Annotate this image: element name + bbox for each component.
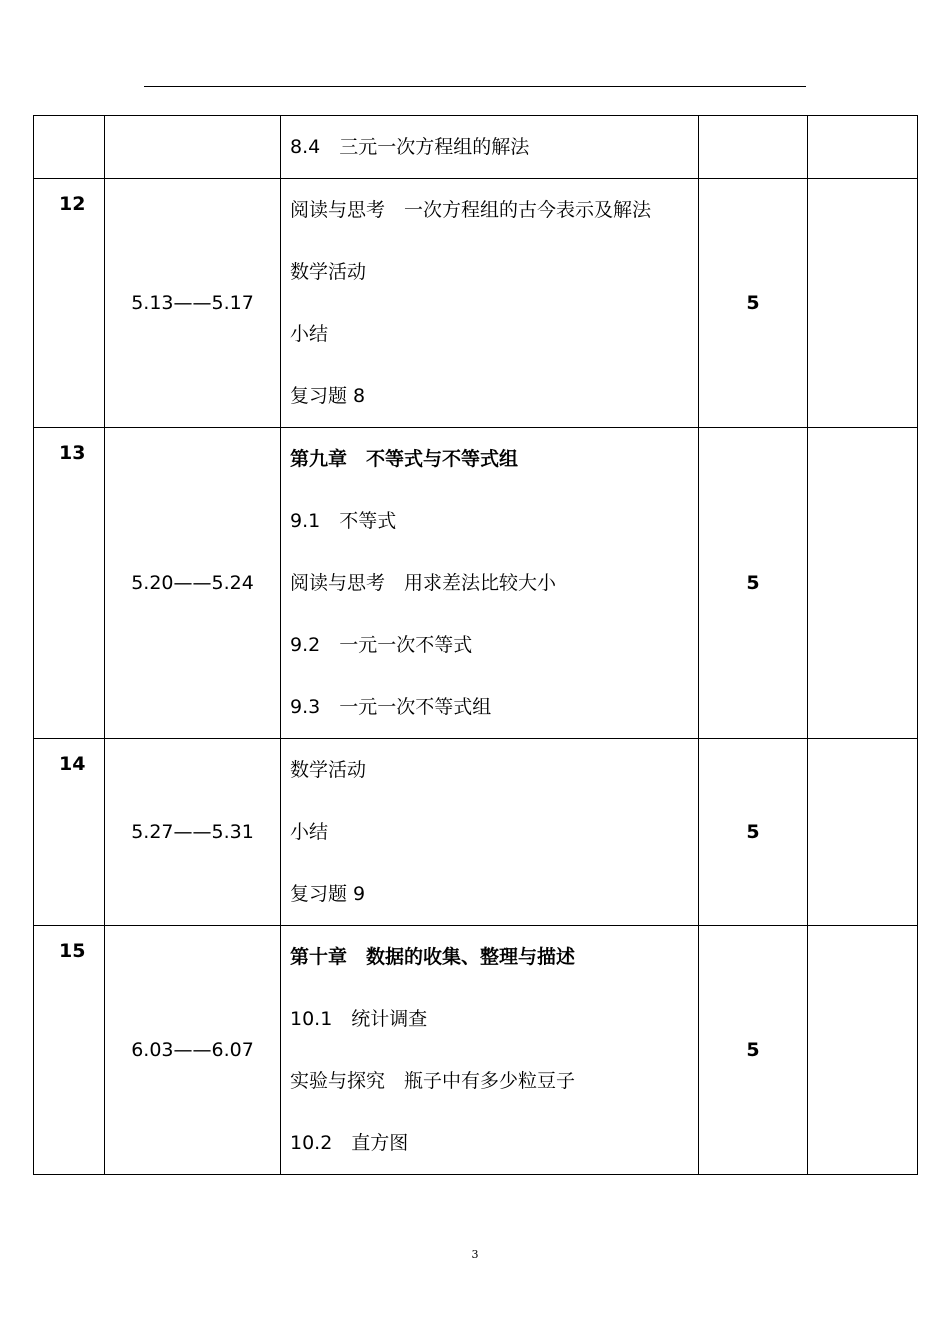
lesson-content — [281, 926, 699, 1175]
table-row — [34, 926, 918, 1175]
lesson-item: 9.2 一元一次不等式 — [290, 634, 473, 656]
lesson-item: 数学活动 — [290, 759, 367, 781]
lesson-item: 8.4 三元一次方程组的解法 — [290, 136, 530, 158]
lesson-item: 9.3 一元一次不等式组 — [290, 696, 492, 718]
lesson-item: 小结 — [290, 323, 329, 345]
lesson-content — [281, 739, 699, 926]
lesson-item: 小结 — [290, 821, 329, 843]
lesson-content — [281, 179, 699, 428]
date-range: 5.20——5.24 — [105, 428, 281, 739]
lesson-item: 复习题 8 — [290, 385, 366, 407]
page-number: 3 — [471, 1248, 479, 1261]
week-number: 14 — [34, 739, 105, 926]
lesson-item: 阅读与思考 用求差法比较大小 — [290, 572, 557, 594]
class-hours: 5 — [699, 926, 808, 1175]
lesson-item: 10.2 直方图 — [290, 1132, 409, 1154]
date-range — [105, 116, 281, 179]
remarks-cell — [808, 179, 918, 428]
table-row — [34, 179, 918, 428]
week-number: 15 — [34, 926, 105, 1175]
week-number: 12 — [34, 179, 105, 428]
remarks-cell — [808, 739, 918, 926]
table-row — [34, 739, 918, 926]
date-range: 6.03——6.07 — [105, 926, 281, 1175]
remarks-cell — [808, 116, 918, 179]
lesson-item: 阅读与思考 一次方程组的古今表示及解法 — [290, 199, 652, 221]
chapter-heading: 第十章 数据的收集、整理与描述 — [290, 946, 576, 968]
class-hours — [699, 116, 808, 179]
lesson-item: 9.1 不等式 — [290, 510, 397, 532]
chapter-heading: 第九章 不等式与不等式组 — [290, 448, 519, 470]
table-row — [34, 116, 918, 179]
class-hours: 5 — [699, 428, 808, 739]
lesson-item: 数学活动 — [290, 261, 367, 283]
week-number — [34, 116, 105, 179]
week-number: 13 — [34, 428, 105, 739]
lesson-item: 复习题 9 — [290, 883, 366, 905]
schedule-body — [34, 116, 918, 1175]
remarks-cell — [808, 428, 918, 739]
remarks-cell — [808, 926, 918, 1175]
class-hours: 5 — [699, 179, 808, 428]
lesson-content — [281, 116, 699, 179]
table-row — [34, 428, 918, 739]
lesson-item: 实验与探究 瓶子中有多少粒豆子 — [290, 1070, 576, 1092]
date-range: 5.27——5.31 — [105, 739, 281, 926]
header-rule — [144, 86, 806, 87]
lesson-item: 10.1 统计调查 — [290, 1008, 428, 1030]
class-hours: 5 — [699, 739, 808, 926]
lesson-content — [281, 428, 699, 739]
date-range: 5.13——5.17 — [105, 179, 281, 428]
schedule-table — [33, 115, 918, 1175]
